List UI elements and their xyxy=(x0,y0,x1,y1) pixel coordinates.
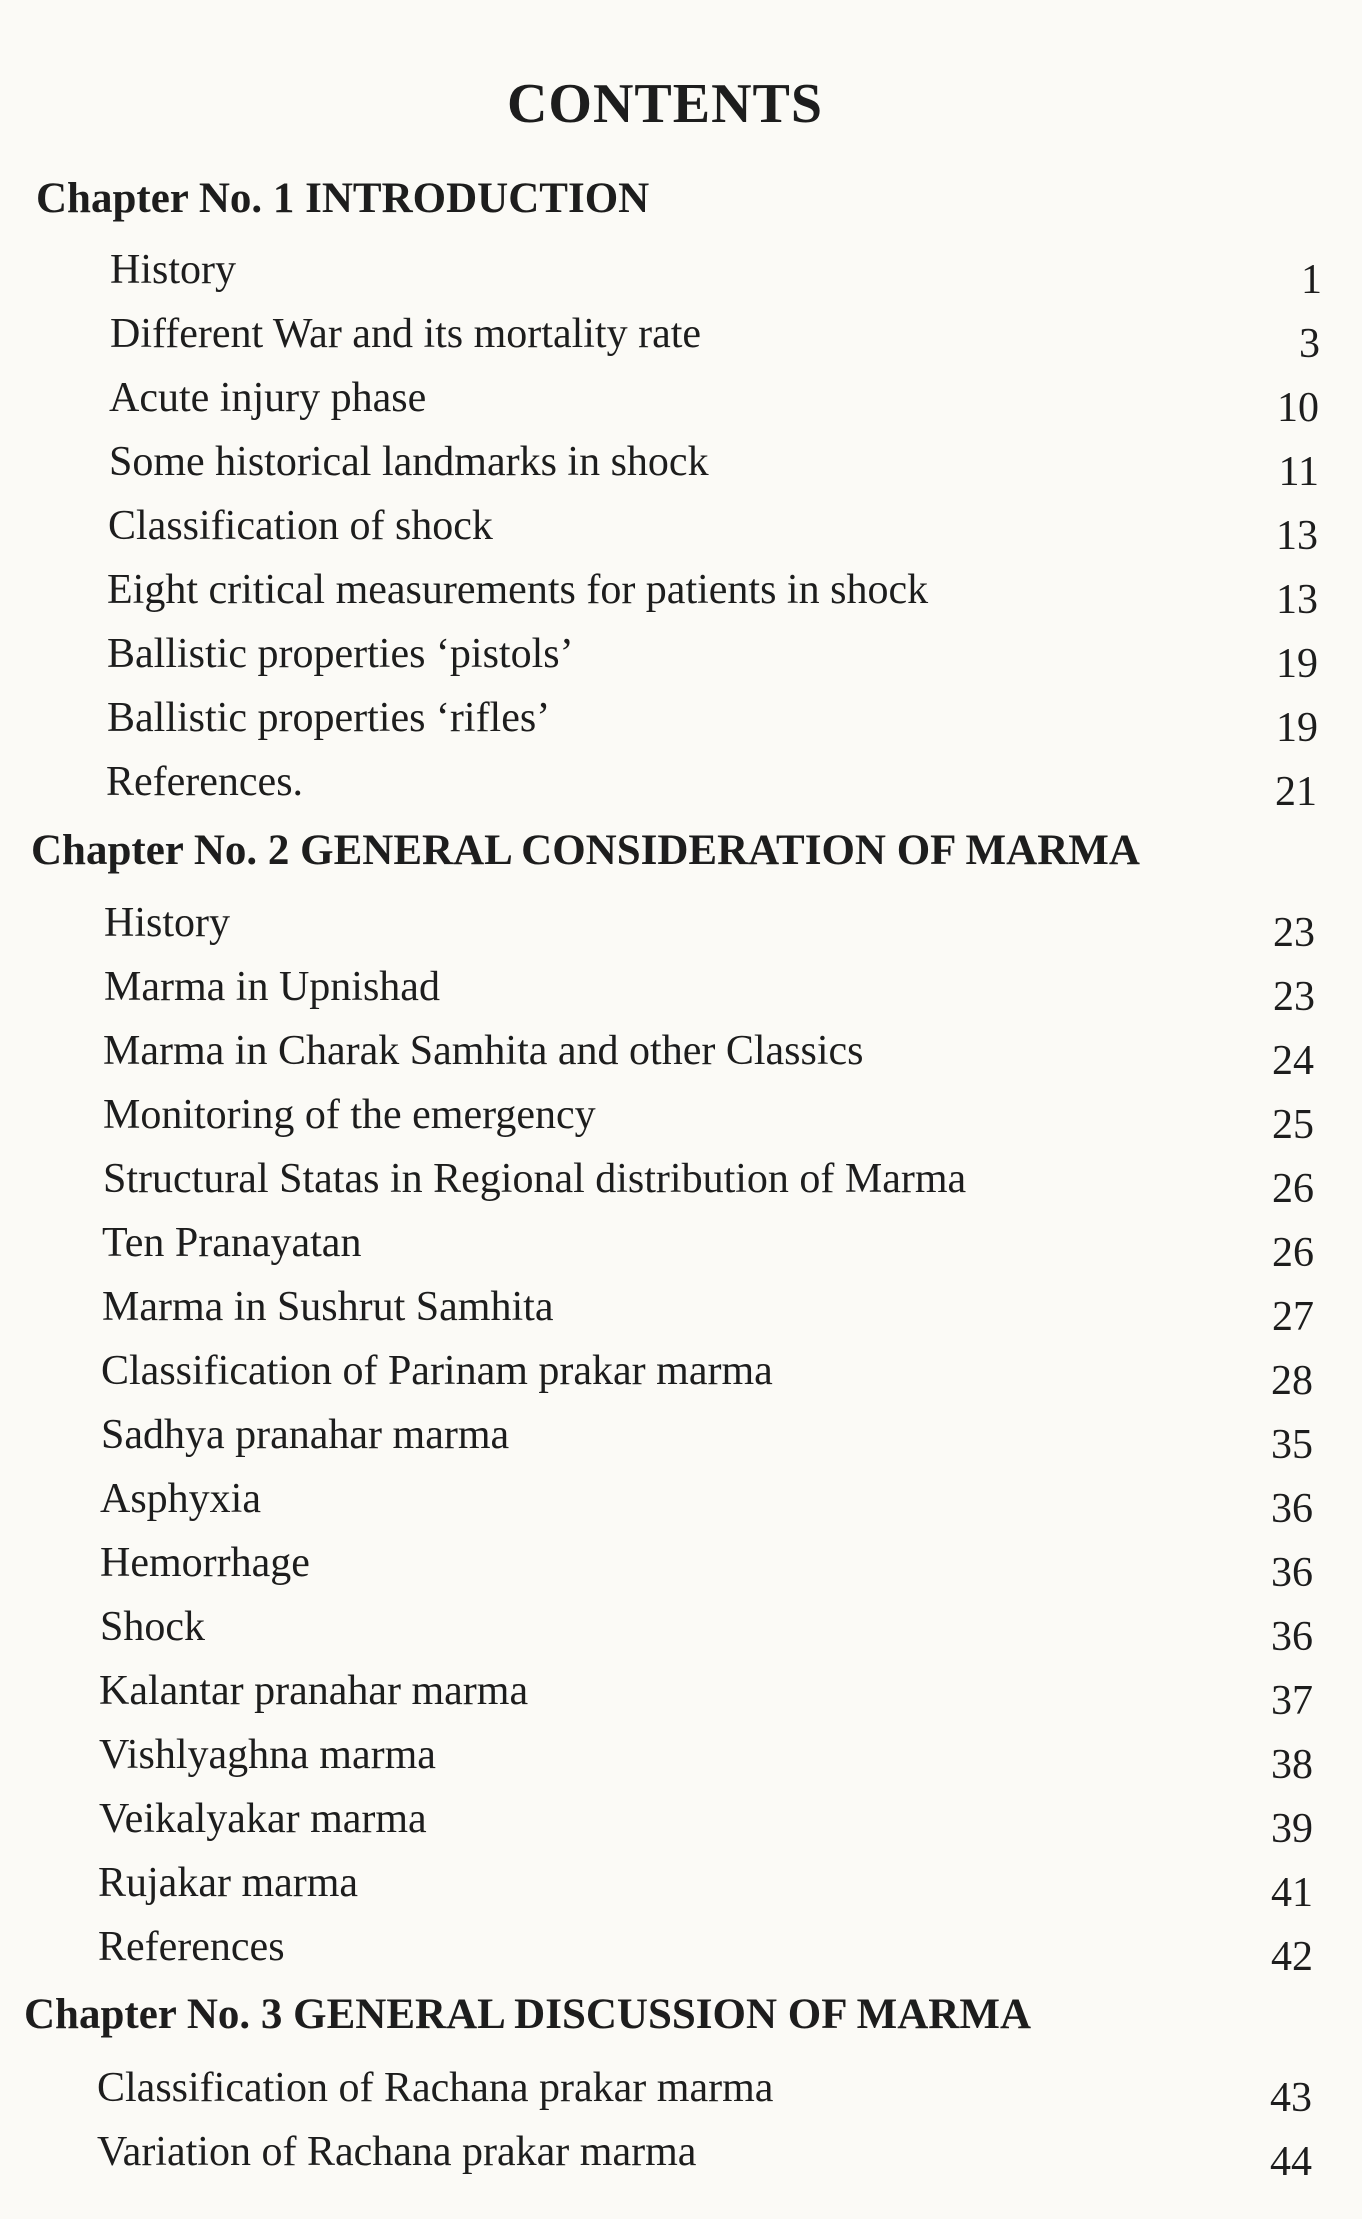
entry-label: Ten Pranayatan xyxy=(102,1220,362,1266)
entry-label: Different War and its mortality rate xyxy=(110,311,702,357)
entry-page-number: 28 xyxy=(1271,1358,1313,1404)
toc-entry xyxy=(106,758,1318,814)
toc-entry xyxy=(110,310,1322,366)
entry-page-number: 13 xyxy=(1276,513,1318,559)
chapter-heading-3: Chapter No. 3 GENERAL DISCUSSION OF MARMA xyxy=(24,1991,1031,2038)
entry-label: References. xyxy=(106,759,304,805)
entry-label: Ballistic properties ‘pistols’ xyxy=(107,631,574,677)
entry-label: Rujakar marma xyxy=(98,1860,359,1906)
entry-label: Marma in Charak Samhita and other Classics xyxy=(103,1028,864,1074)
toc-entry xyxy=(98,1859,1313,1916)
entry-page-number: 24 xyxy=(1272,1038,1314,1084)
entry-page-number: 19 xyxy=(1276,705,1318,751)
entry-page-number: 10 xyxy=(1277,385,1319,431)
chapter-heading-1: Chapter No. 1 INTRODUCTION xyxy=(36,175,650,222)
entry-label: Structural Statas in Regional distribution of Marma xyxy=(103,1156,967,1202)
entry-page-number: 44 xyxy=(1270,2139,1312,2185)
toc-entry xyxy=(99,1795,1311,1851)
entry-label: Some historical landmarks in shock xyxy=(109,439,709,485)
entry-page-number: 38 xyxy=(1271,1742,1313,1788)
entry-page-number: 43 xyxy=(1270,2075,1312,2121)
toc-entry xyxy=(101,1411,1313,1467)
toc-entry xyxy=(100,1475,1312,1531)
entry-page-number: 37 xyxy=(1271,1678,1313,1724)
entry-label: References xyxy=(98,1924,285,1970)
toc-entry xyxy=(107,694,1319,750)
entry-label: Shock xyxy=(100,1604,205,1650)
entry-page-number: 19 xyxy=(1276,641,1318,687)
entry-page-number: 23 xyxy=(1273,974,1315,1020)
toc-entry xyxy=(102,1219,1314,1275)
entry-label: Variation of Rachana prakar marma xyxy=(97,2129,697,2175)
entry-label: History xyxy=(104,900,230,946)
entry-label: Veikalyakar marma xyxy=(99,1796,427,1842)
toc-entry xyxy=(108,502,1320,558)
toc-entry xyxy=(104,963,1316,1019)
entry-label: Classification of Parinam prakar marma xyxy=(101,1348,773,1394)
toc-entry xyxy=(98,1923,1313,1980)
entry-label: Monitoring of the emergency xyxy=(103,1092,596,1138)
entry-label: History xyxy=(110,247,236,293)
entry-label: Eight critical measurements for patients in shock xyxy=(107,567,929,613)
toc-entry xyxy=(103,1091,1315,1147)
entry-page-number: 26 xyxy=(1272,1166,1314,1212)
entry-page-number: 21 xyxy=(1275,769,1317,815)
entry-label: Asphyxia xyxy=(100,1476,261,1522)
entry-label: Acute injury phase xyxy=(109,375,427,421)
toc-entry xyxy=(103,1155,1315,1211)
chapter-heading-2: Chapter No. 2 GENERAL CONSIDERATION OF MARMA xyxy=(31,827,1140,874)
entry-label: Ballistic properties ‘rifles’ xyxy=(107,695,551,741)
toc-entry xyxy=(110,246,1322,302)
entry-page-number: 41 xyxy=(1271,1870,1313,1916)
entry-page-number: 42 xyxy=(1271,1934,1313,1980)
entry-label: Marma in Sushrut Samhita xyxy=(102,1284,554,1330)
entry-page-number: 36 xyxy=(1271,1550,1313,1596)
toc-entry xyxy=(107,630,1319,686)
toc-entry xyxy=(97,2128,1312,2185)
toc-entry xyxy=(99,1667,1311,1723)
toc-entry xyxy=(100,1539,1312,1595)
toc-entry xyxy=(109,374,1321,430)
toc-entry xyxy=(101,1347,1313,1403)
entry-label: Hemorrhage xyxy=(100,1540,310,1586)
entry-label: Classification of Rachana prakar marma xyxy=(97,2065,774,2111)
entry-page-number: 26 xyxy=(1272,1230,1314,1276)
entry-page-number: 3 xyxy=(1299,321,1320,367)
toc-entry xyxy=(103,1027,1315,1083)
toc-entry xyxy=(109,438,1321,494)
entry-page-number: 13 xyxy=(1276,577,1318,623)
toc-entry xyxy=(107,566,1319,622)
entry-label: Sadhya pranahar marma xyxy=(101,1412,510,1458)
entry-page-number: 36 xyxy=(1271,1614,1313,1660)
entry-label: Classification of shock xyxy=(108,503,493,549)
entry-page-number: 27 xyxy=(1272,1294,1314,1340)
entry-page-number: 36 xyxy=(1271,1486,1313,1532)
entry-label: Vishlyaghna marma xyxy=(99,1732,436,1778)
toc-entry xyxy=(99,1731,1311,1787)
toc-entry xyxy=(102,1283,1314,1339)
page-title: CONTENTS xyxy=(506,73,824,135)
entry-page-number: 35 xyxy=(1271,1422,1313,1468)
entry-page-number: 23 xyxy=(1273,910,1315,956)
entry-page-number: 39 xyxy=(1271,1806,1313,1852)
entry-label: Marma in Upnishad xyxy=(104,964,440,1010)
toc-entry xyxy=(100,1603,1312,1659)
entry-page-number: 25 xyxy=(1272,1102,1314,1148)
entry-page-number: 11 xyxy=(1278,449,1319,495)
toc-entry xyxy=(97,2064,1312,2121)
entry-page-number: 1 xyxy=(1301,257,1322,303)
toc-entry xyxy=(104,899,1316,955)
entry-label: Kalantar pranahar marma xyxy=(99,1668,529,1714)
